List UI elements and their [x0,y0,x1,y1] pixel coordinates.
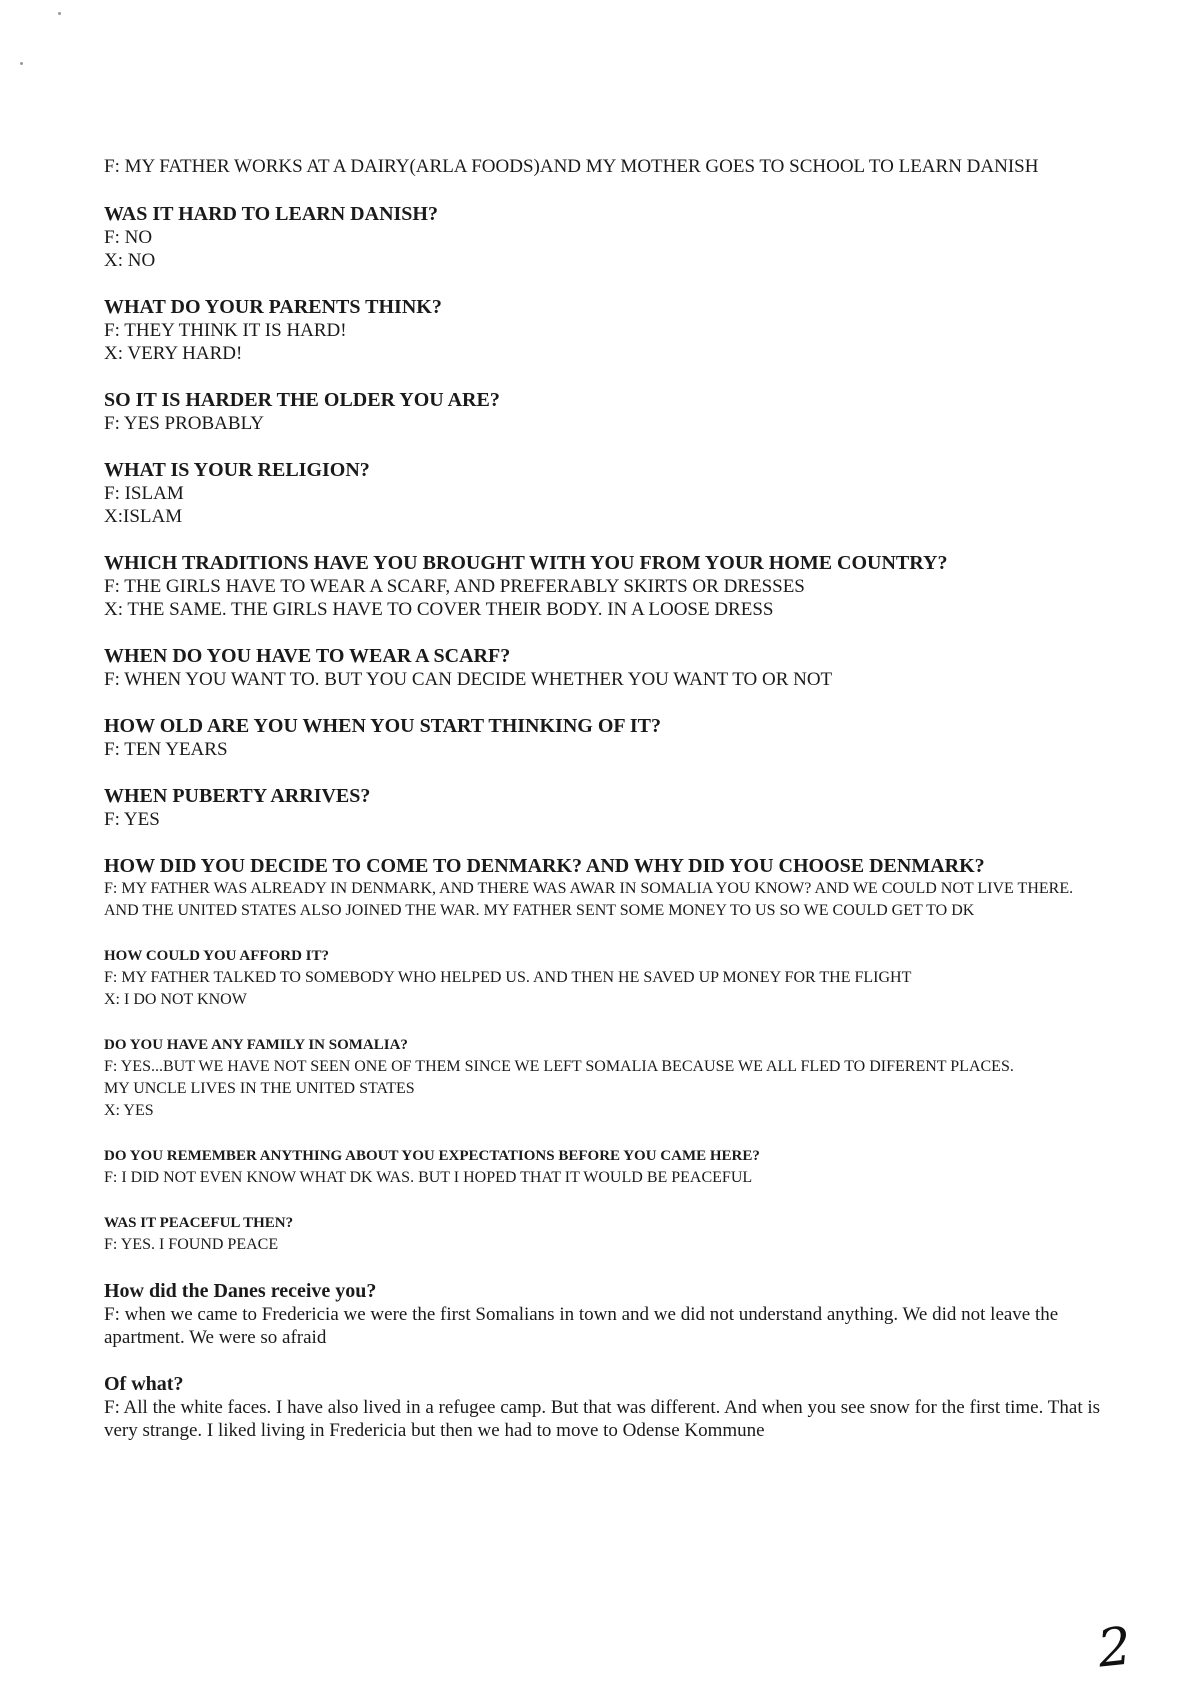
answer: F: I DID NOT EVEN KNOW WHAT DK WAS. BUT I HOPED THAT IT WOULD BE PEACEFUL [104,1169,753,1186]
answer: F: MY FATHER TALKED TO SOMEBODY WHO HELPED US. AND THEN HE SAVED UP MONEY FOR THE FLIGHT [104,969,912,986]
answer: F: THE GIRLS HAVE TO WEAR A SCARF, AND PREFERABLY SKIRTS OR DRESSES [104,576,805,597]
scan-speck [58,12,61,15]
answer: F: TEN YEARS [104,739,228,760]
qa-block [104,202,1104,272]
answer: X: I DO NOT KNOW [104,991,247,1008]
question: HOW DID YOU DECIDE TO COME TO DENMARK? AND WHY DID YOU CHOOSE DENMARK? [104,855,985,877]
qa-block [104,644,1104,691]
question: SO IT IS HARDER THE OLDER YOU ARE? [104,389,500,411]
question: WHEN PUBERTY ARRIVES? [104,785,371,807]
question: WAS IT PEACEFUL THEN? [104,1215,294,1231]
answer: X:ISLAM [104,506,183,527]
question: DO YOU HAVE ANY FAMILY IN SOMALIA? [104,1037,408,1053]
qa-block [104,1372,1104,1442]
answer: F: YES. I FOUND PEACE [104,1236,279,1253]
answer: F: MY FATHER WAS ALREADY IN DENMARK, AND THERE WAS AWAR IN SOMALIA YOU KNOW? AND WE COULD NOT LIVE THERE. AND THE UNITED STATES ALSO JOINED THE WAR. MY FATHER SENT SOME MONEY TO US SO WE COULD GET TO DK [104,880,1074,919]
answer: X: NO [104,250,156,271]
question: WAS IT HARD TO LEARN DANISH? [104,203,438,225]
question: HOW COULD YOU AFFORD IT? [104,948,330,964]
question: HOW OLD ARE YOU WHEN YOU START THINKING OF IT? [104,715,661,737]
answer: F: YES [104,809,160,830]
qa-block [104,1034,1104,1122]
qa-block [104,295,1104,365]
answer: MY UNCLE LIVES IN THE UNITED STATES [104,1080,415,1097]
interview-transcript [104,154,1104,1465]
answer: X: YES [104,1102,154,1119]
question: Of what? [104,1373,184,1395]
qa-block [104,784,1104,831]
qa-block [104,458,1104,528]
answer: X: THE SAME. THE GIRLS HAVE TO COVER THEIR BODY. IN A LOOSE DRESS [104,599,774,620]
question: WHEN DO YOU HAVE TO WEAR A SCARF? [104,645,511,667]
qa-block [104,1279,1104,1349]
answer: X: VERY HARD! [104,343,243,364]
question: DO YOU REMEMBER ANYTHING ABOUT YOU EXPECTATIONS BEFORE YOU CAME HERE? [104,1148,760,1164]
answer: F: YES PROBABLY [104,413,264,434]
qa-block [104,714,1104,761]
intro-answer: F: MY FATHER WORKS AT A DAIRY(ARLA FOODS)AND MY MOTHER GOES TO SCHOOL TO LEARN DANISH [104,156,1039,177]
answer: F: ISLAM [104,483,184,504]
qa-block [104,1145,1104,1189]
answer: F: All the white faces. I have also lived in a refugee camp. But that was different. And when you see snow for the first time. That is very strange. I liked living in Fredericia but then we had to move to Odense Kommune [104,1397,1101,1441]
qa-block [104,854,1104,922]
answer: F: YES...BUT WE HAVE NOT SEEN ONE OF THEM SINCE WE LEFT SOMALIA BECAUSE WE ALL FLED TO DIFERENT PLACES. [104,1058,1014,1075]
question: WHAT IS YOUR RELIGION? [104,459,370,481]
answer: F: THEY THINK IT IS HARD! [104,320,347,341]
page-number: 2 [1094,1616,1135,1680]
question: WHICH TRADITIONS HAVE YOU BROUGHT WITH YOU FROM YOUR HOME COUNTRY? [104,552,948,574]
qa-block [104,551,1104,621]
qa-block [104,388,1104,435]
question: WHAT DO YOUR PARENTS THINK? [104,296,442,318]
answer: F: NO [104,227,153,248]
answer: F: WHEN YOU WANT TO. BUT YOU CAN DECIDE WHETHER YOU WANT TO OR NOT [104,669,833,690]
qa-block [104,945,1104,1011]
scan-speck [20,62,23,65]
qa-block [104,1212,1104,1256]
answer: F: when we came to Fredericia we were the first Somalians in town and we did not understand anything. We did not leave the apartment. We were so afraid [104,1304,1059,1348]
question: How did the Danes receive you? [104,1280,377,1302]
